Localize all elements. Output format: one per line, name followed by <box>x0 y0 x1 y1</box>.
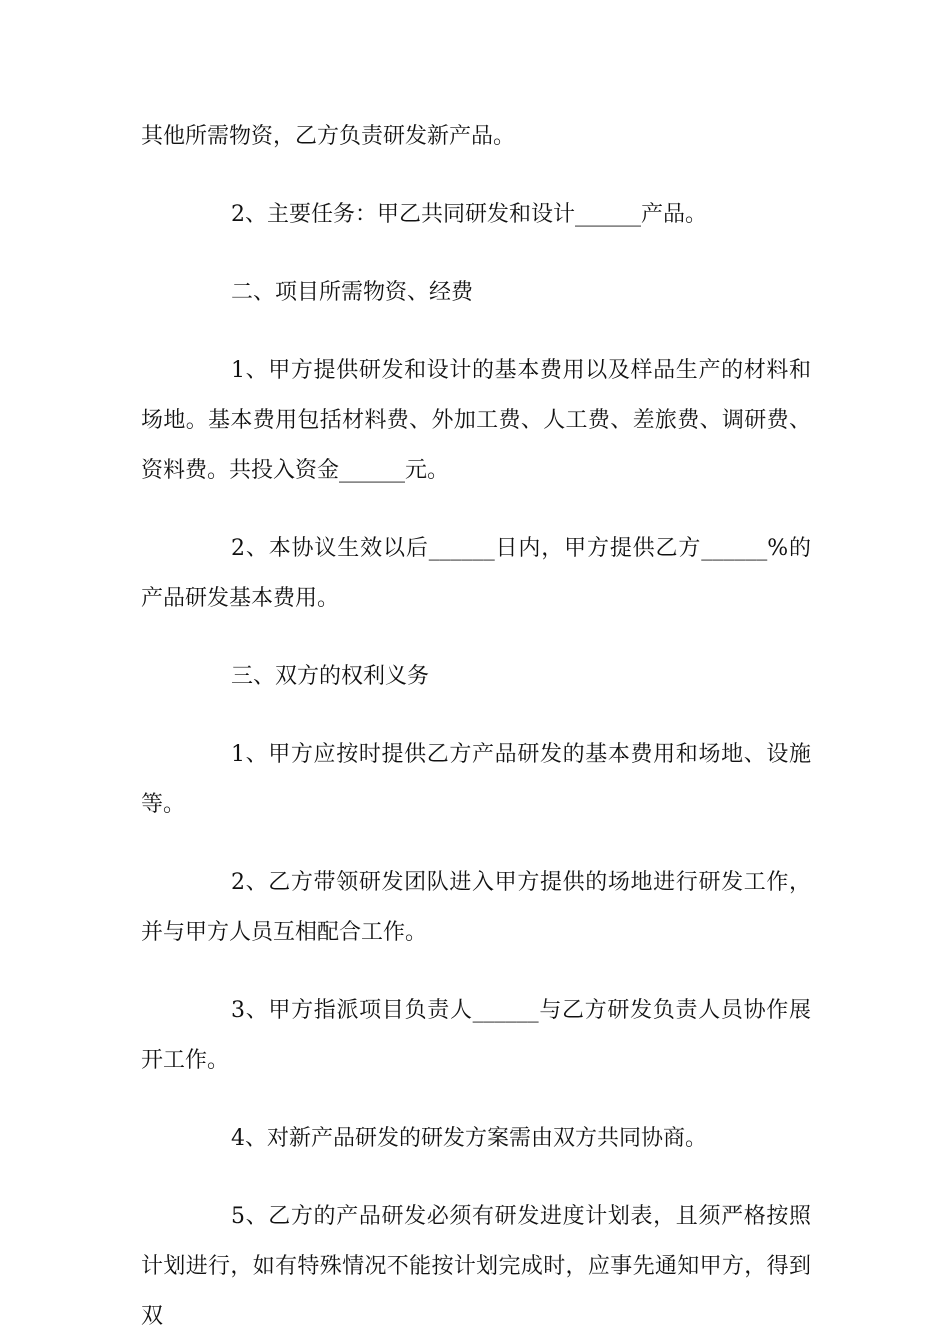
paragraph-main-task: 2、主要任务：甲乙共同研发和设计______产品。 <box>231 202 707 227</box>
paragraph-obligation-3: 3、甲方指派项目负责人______与乙方研发负责人员协作展开工作。 <box>141 998 811 1073</box>
paragraph-obligation-1: 1、甲方应按时提供乙方产品研发的基本费用和场地、设施等。 <box>141 742 811 817</box>
paragraph-continuation: 其他所需物资，乙方负责研发新产品。 <box>141 124 516 149</box>
paragraph-funding-clause-2: 2、本协议生效以后______日内，甲方提供乙方______%的产品研发基本费用。 <box>141 536 811 611</box>
section-heading-rights-obligations: 三、双方的权利义务 <box>231 664 430 689</box>
paragraph-funding-clause-1: 1、甲方提供研发和设计的基本费用以及样品生产的材料和场地。基本费用包括材料费、外加工费、人工费、差旅费、调研费、资料费。共投入资金______元。 <box>141 358 811 483</box>
paragraph-obligation-2: 2、乙方带领研发团队进入甲方提供的场地进行研发工作，并与甲方人员互相配合工作。 <box>141 870 811 945</box>
section-heading-materials-funding: 二、项目所需物资、经费 <box>231 280 474 305</box>
paragraph-obligation-5: 5、乙方的产品研发必须有研发进度计划表，且须严格按照计划进行，如有特殊情况不能按计划完成时，应事先通知甲方，得到双 <box>141 1204 811 1329</box>
document-body <box>141 112 811 1342</box>
paragraph-obligation-4: 4、对新产品研发的研发方案需由双方共同协商。 <box>231 1126 707 1151</box>
